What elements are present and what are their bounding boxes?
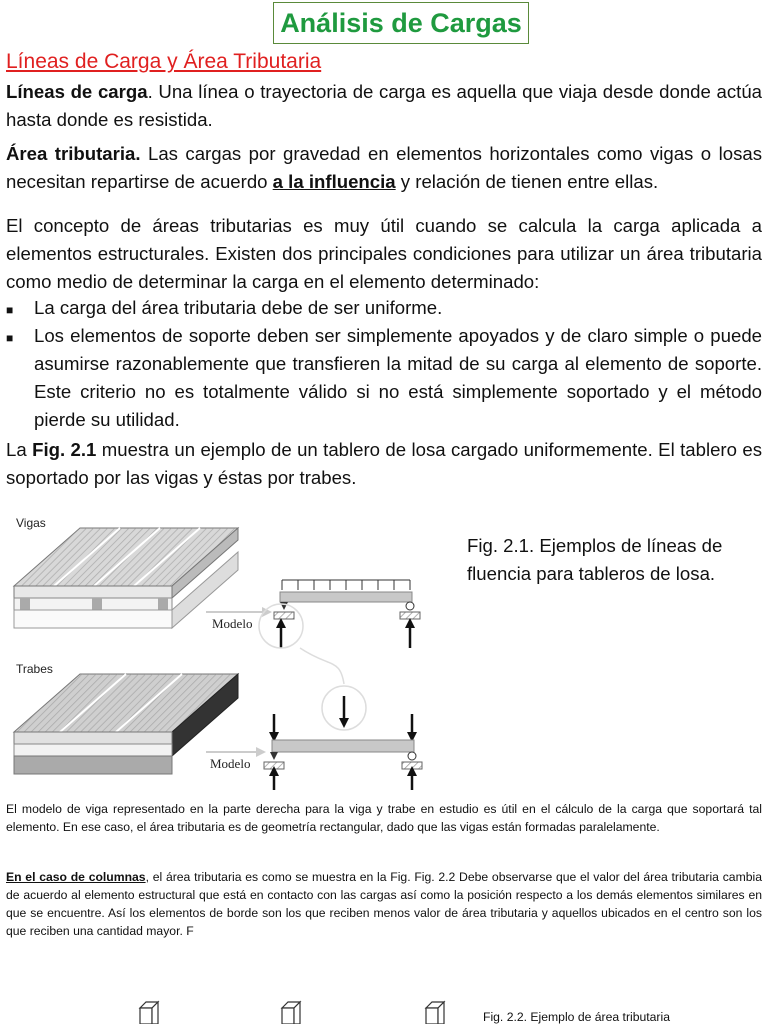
figure-2-2-caption: Fig. 2.2. Ejemplo de área tributaria bbox=[483, 1010, 670, 1024]
square-bullet-icon: ■ bbox=[6, 331, 14, 345]
list-item-text: Los elementos de soporte deben ser simplemente apoyados y de claro simple o puede asumirse razonablemente que transfieren la mitad de su carga al elemento de soporte. Este criterio no es totalmente válido si no está simplemente soportado y el método pierde su utilidad. bbox=[34, 325, 762, 430]
title-box bbox=[273, 2, 529, 44]
paragraph-load-lines bbox=[6, 78, 762, 134]
list-item-text: La carga del área tributaria debe de ser uniforme. bbox=[34, 297, 443, 318]
emphasis-influence: a la influencia bbox=[272, 171, 396, 192]
note-columns bbox=[6, 868, 762, 940]
label-vigas: Vigas bbox=[16, 516, 46, 530]
label-trabes: Trabes bbox=[16, 662, 53, 676]
paragraph-figure-ref bbox=[6, 436, 762, 492]
paragraph-text: muestra un ejemplo de un tablero de losa cargado uniformemente. El tablero es soportado por las vigas y éstas por trabes. bbox=[6, 439, 763, 488]
columns-lead: En el caso de columnas bbox=[6, 870, 146, 884]
roller-support-icon bbox=[406, 602, 414, 610]
paragraph-text: Las cargas por gravedad en elementos horizontales como vigas o losas necesitan repartirse de acuerdo bbox=[6, 143, 762, 192]
figure-2-1 bbox=[0, 508, 460, 790]
note-beam-model: El modelo de viga representado en la parte derecha para la viga y trabe en estudio es útil en el cálculo de la carga que soportará tal elemento. En ese caso, el área tributaria es de geometría rectangular, dado que las vigas están formadas paralelamente. bbox=[6, 802, 762, 834]
model-label-bottom: Modelo bbox=[210, 756, 251, 771]
paragraph-text: . Una línea o trayectoria de carga es aquella que viaja desde donde actúa hasta donde es resistida. bbox=[6, 81, 762, 130]
list-item bbox=[6, 322, 762, 434]
paragraph-text: La bbox=[6, 439, 33, 460]
paragraph-concept: El concepto de áreas tributarias es muy útil cuando se calcula la carga aplicada a elementos estructurales. Existen dos principales condiciones para utilizar un área tributaria como medio de determinar la carga en el elemento determinado: bbox=[6, 215, 762, 292]
term-load-lines: Líneas de carga bbox=[6, 81, 148, 102]
list-item bbox=[6, 294, 762, 324]
slab-trabes bbox=[14, 674, 238, 774]
paragraph-text: , el área tributaria es como se muestra en la Fig. Fig. 2.2 Debe observarse que el valor del área tributaria cambia de acuerdo al elemento estructural que está en contacto con las cargas así como la posición respecto a los demás elementos similares en que se encuentre. Así los elementos de borde son los que reciben menos valor de área tributaria y aquellos ubicados en el centro son los que reciben una cantidad mayor. F bbox=[6, 870, 762, 938]
beam-model-top bbox=[259, 580, 420, 684]
slab-diagram-svg bbox=[0, 508, 460, 790]
model-label-top: Modelo bbox=[212, 616, 253, 631]
pin-support-icon bbox=[280, 602, 288, 610]
section-heading: Líneas de Carga y Área Tributaria bbox=[6, 50, 322, 73]
beam-model-bottom bbox=[264, 686, 422, 790]
paragraph-tributary-area bbox=[6, 140, 762, 196]
paragraph-text: y relación de tienen entre ellas. bbox=[395, 171, 659, 192]
slab-vigas bbox=[14, 528, 238, 628]
page-title: Análisis de Cargas bbox=[280, 7, 522, 38]
figure-2-2-columns bbox=[130, 998, 460, 1024]
figure-2-1-caption: Fig. 2.1. Ejemplos de líneas de fluencia para tableros de losa. bbox=[467, 535, 723, 584]
figure-ref: Fig. 2.1 bbox=[32, 439, 97, 460]
square-bullet-icon: ■ bbox=[6, 303, 14, 317]
term-tributary-area: Área tributaria. bbox=[6, 143, 141, 164]
